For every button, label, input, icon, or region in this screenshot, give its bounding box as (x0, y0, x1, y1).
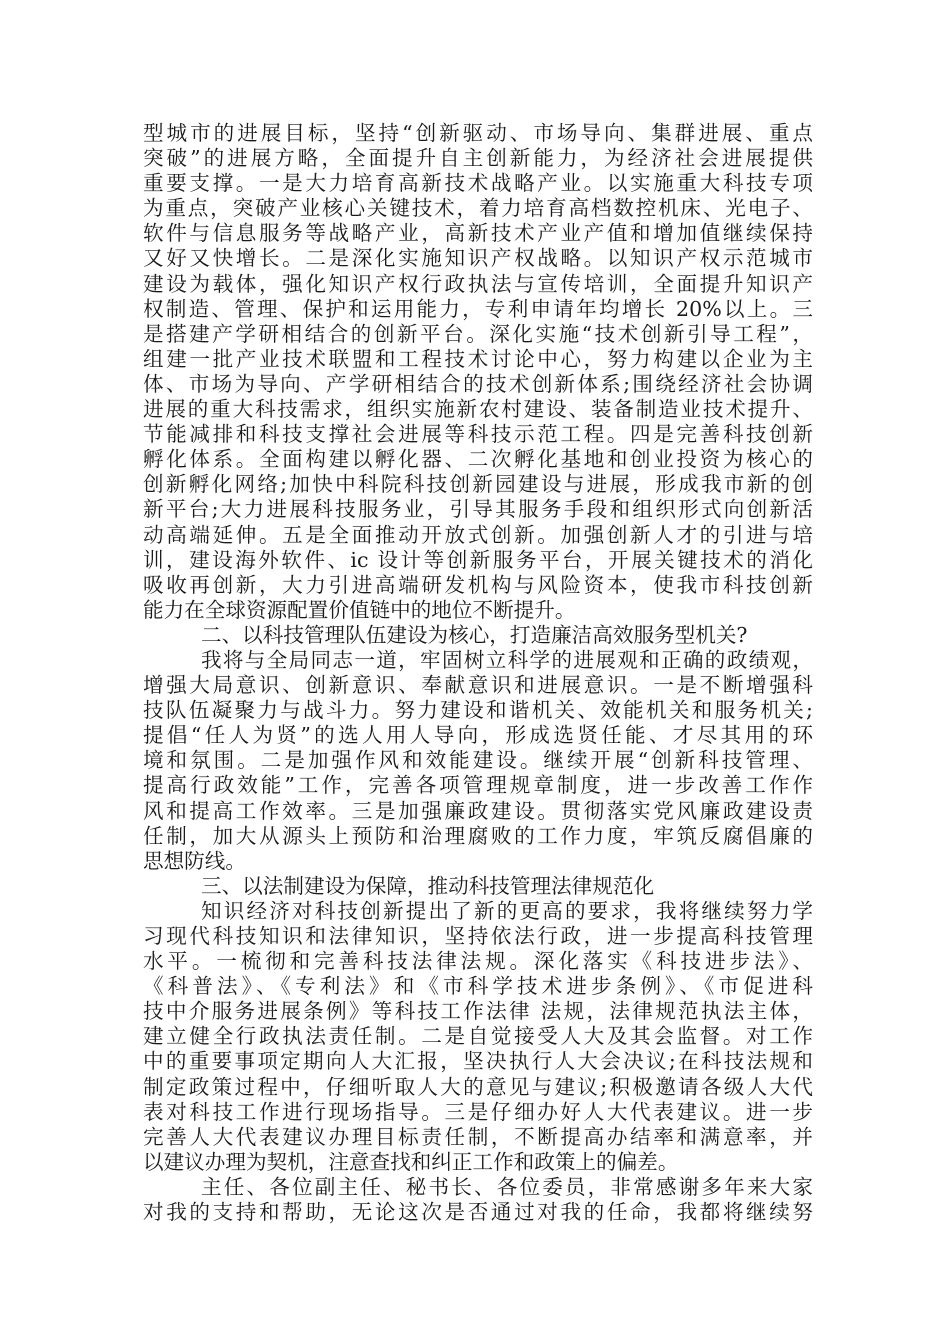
text-line: 技中介服务进展条例》等科技工作法律 法规，法律规范执法主体， (143, 999, 813, 1024)
text-line: 思想防线。 (143, 848, 246, 873)
text-line: 重要支撑。一是大力培育高新技术战略产业。以实施重大科技专项 (143, 171, 813, 196)
text-line: 水平。一梳彻和完善科技法律法规。深化落实《科技进步法》、 (143, 949, 813, 974)
text-line: 训，建设海外软件、ic 设计等创新服务平台，开展关键技术的消化 (143, 547, 813, 572)
text-line: 制定政策过程中，仔细听取人大的意见与建议;积极邀请各级人大代 (143, 1074, 813, 1099)
text-line: 习现代科技知识和法律知识，坚持依法行政，进一步提高科技管理 (143, 924, 813, 948)
text-line: 知识经济对科技创新提出了新的更高的要求，我将继续努力学 (201, 898, 813, 923)
text-line: 又好又快增长。二是深化实施知识产权战略。以知识产权示范城市 (143, 246, 813, 271)
text-line: 技队伍凝聚力与战斗力。努力建设和谐机关、效能机关和服务机关; (143, 698, 813, 723)
text-line: 我将与全局同志一道，牢固树立科学的进展观和正确的政绩观， (201, 647, 813, 672)
text-line: 动高端延伸。五是全面推动开放式创新。加强创新人才的引进与培 (143, 522, 813, 547)
document-body (143, 121, 813, 1225)
text-line: 任制，加大从源头上预防和治理腐败的工作力度，牢筑反腐倡廉的 (143, 823, 813, 848)
paragraph (143, 648, 813, 874)
text-line: 表对科技工作进行现场指导。三是仔细办好人大代表建议。进一步 (143, 1099, 813, 1124)
text-line: 提高行政效能”工作，完善各项管理规章制度，进一步改善工作作 (143, 773, 813, 798)
text-line: 吸收再创新，大力引进高端研发机构与风险资本，使我市科技创新 (143, 572, 813, 597)
text-line: 体、市场为导向、产学研相结合的技术创新体系;围绕经济社会协调 (143, 371, 813, 396)
text-line: 孵化体系。全面构建以孵化器、二次孵化基地和创业投资为核心的 (143, 447, 813, 472)
text-line: 新平台;大力进展科技服务业，引导其服务手段和组织形式向创新活 (143, 497, 813, 522)
paragraph (143, 1175, 813, 1225)
text-line: 以建议办理为契机，注意查找和纠正工作和政策上的偏差。 (143, 1149, 679, 1174)
text-line: 境和氛围。二是加强作风和效能建设。继续开展“创新科技管理、 (143, 748, 813, 773)
text-line: 中的重要事项定期向人大汇报，坚决执行人大会决议;在科技法规和 (143, 1049, 813, 1074)
text-line: 主任、各位副主任、秘书长、各位委员，非常感谢多年来大家 (201, 1174, 813, 1199)
section-heading: 三、以法制建设为保障，推动科技管理法律规范化 (201, 873, 655, 898)
text-line: 《科普法》、《专利法》和《市科学技术进步条例》、《市促进科 (143, 974, 813, 999)
text-line: 对我的支持和帮助，无论这次是否通过对我的任命，我都将继续努 (143, 1200, 813, 1225)
paragraph (143, 121, 813, 623)
text-line: 权制造、管理、保护和运用能力，专利申请年均增长 20%以上。三 (143, 296, 813, 321)
text-line: 提倡“任人为贤”的选人用人导向，形成选贤任能、才尽其用的环 (143, 723, 813, 748)
text-line: 风和提高工作效率。三是加强廉政建设。贯彻落实党风廉政建设责 (143, 798, 813, 823)
text-line: 组建一批产业技术联盟和工程技术讨论中心，努力构建以企业为主 (143, 346, 813, 371)
section-heading: 二、以科技管理队伍建设为核心，打造廉洁高效服务型机关? (201, 622, 748, 647)
text-line: 增强大局意识、创新意识、奉献意识和进展意识。一是不断增强科 (143, 673, 813, 698)
text-line: 突破”的进展方略，全面提升自主创新能力，为经济社会进展提供 (143, 146, 813, 171)
paragraph (143, 899, 813, 1175)
text-line: 建立健全行政执法责任制。二是自觉接受人大及其会监督。对工作 (143, 1024, 813, 1049)
text-line: 为重点，突破产业核心关键技术，着力培育高档数控机床、光电子、 (143, 196, 813, 221)
text-line: 节能减排和科技支撑社会进展等科技示范工程。四是完善科技创新 (143, 422, 813, 447)
text-line: 完善人大代表建议办理目标责任制，不断提高办结率和满意率，并 (143, 1124, 813, 1149)
text-line: 建设为载体，强化知识产权行政执法与宣传培训，全面提升知识产 (143, 271, 813, 296)
text-line: 是搭建产学研相结合的创新平台。深化实施“技术创新引导工程”， (143, 321, 813, 346)
text-line: 创新孵化网络;加快中科院科技创新园建设与进展，形成我市新的创 (143, 472, 813, 497)
text-line: 能力在全球资源配置价值链中的地位不断提升。 (143, 597, 576, 622)
text-line: 型城市的进展目标，坚持“创新驱动、市场导向、集群进展、重点 (143, 121, 813, 145)
text-line: 进展的重大科技需求，组织实施新农村建设、装备制造业技术提升、 (143, 397, 813, 422)
text-line: 软件与信息服务等战略产业，高新技术产业产值和增加值继续保持 (143, 221, 813, 246)
